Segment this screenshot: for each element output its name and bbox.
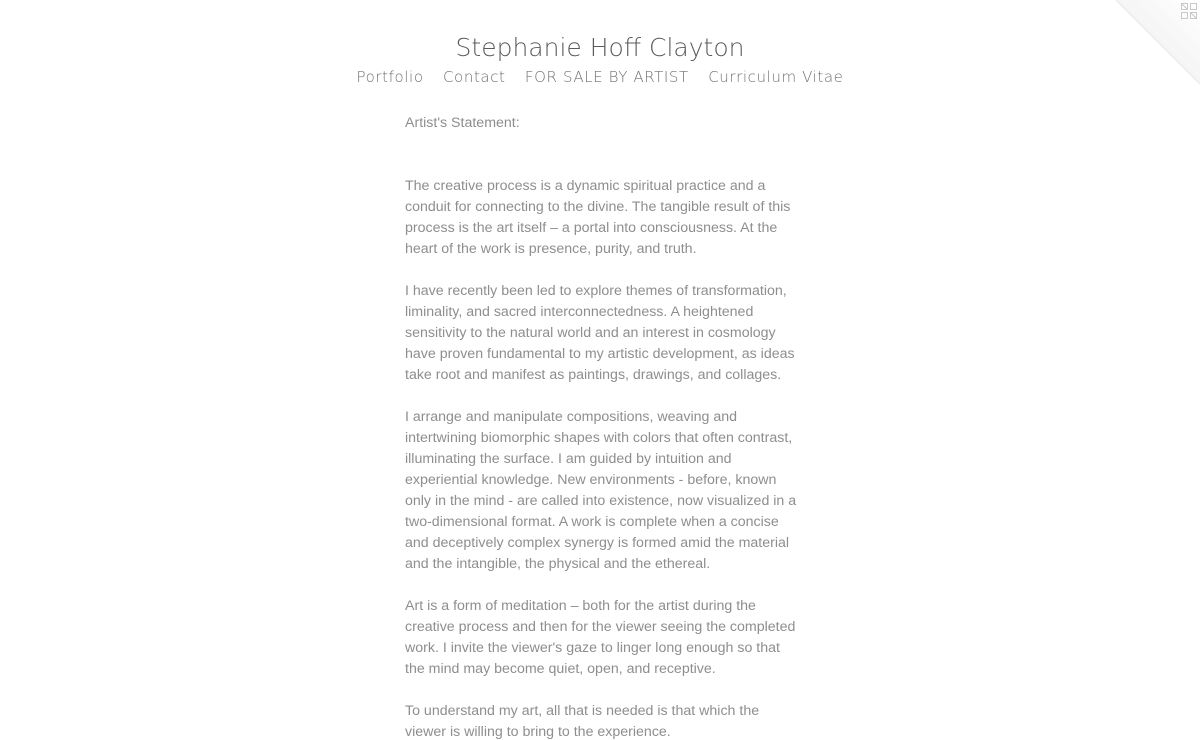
statement-paragraph: I arrange and manipulate compositions, weaving and intertwining biomorphic shapes with colors that often contrast, illuminating the surface. I am guided by intuition and experiential knowledge. New environments - before, known only in the mind - are called into existence, now visualized in a two-dimensional format. A work is complete when a concise and deceptively complex synergy is formed amid the material and the intangible, the physical and the ethereal. [405,409,797,572]
fullscreen-toggle-icon[interactable] [1180,2,1198,20]
nav-for-sale[interactable]: FOR SALE BY ARTIST [524,68,689,86]
statement-paragraph: I have recently been led to explore themes of transformation, liminality, and sacred interconnectedness. A heightened sensitivity to the natural world and an interest in cosmology have proven fundamental to my artistic development, as ideas take root and manifest as paintings, drawings, and collages. [405,283,795,383]
site-header [0,0,1200,89]
nav-portfolio[interactable]: Portfolio [356,68,424,86]
statement-paragraph: To understand my art, all that is needed is that which the viewer is willing to bring to the experience. [405,703,760,740]
statement-heading: Artist's Statement: [405,115,520,131]
statement-content [405,113,800,740]
statement-paragraph: The creative process is a dynamic spiritual practice and a conduit for connecting to the divine. The tangible result of this process is the art itself – a portal into consciousness. At the heart of the work is presence, purity, and truth. [405,178,791,257]
statement-paragraph: Art is a form of meditation – both for the artist during the creative process and then for the viewer seeing the completed work. I invite the viewer's gaze to linger long enough so that the mind may become quiet, open, and receptive. [405,598,796,677]
main-nav [0,65,1200,89]
nav-contact[interactable]: Contact [442,68,506,86]
site-title[interactable]: Stephanie Hoff Clayton [455,33,745,62]
nav-curriculum-vitae[interactable]: Curriculum Vitae [708,68,844,86]
